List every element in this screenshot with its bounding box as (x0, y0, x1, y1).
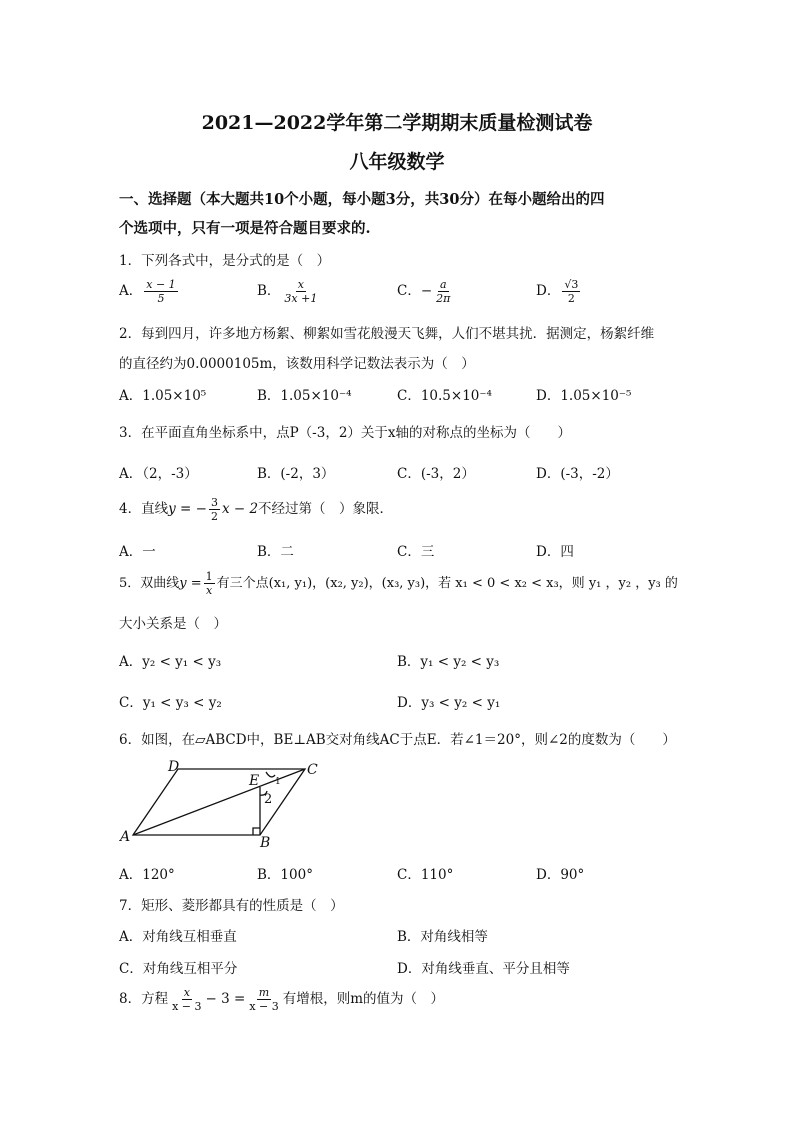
q3-option-a: A．（2，-3） (119, 466, 198, 482)
q5-option-c: C．y₁ < y₃ < y₂ (119, 695, 222, 711)
q2-option-b: B．1.05×10⁻⁴ (257, 388, 352, 404)
q1-a-label: A． (119, 283, 143, 299)
q4-frac-num: 3 (210, 496, 218, 509)
q7-stem: 7．矩形、菱形都具有的性质是（ ） (119, 898, 344, 914)
label-c: C (307, 762, 318, 778)
q1-a-den: 5 (157, 292, 165, 305)
label-d: D (168, 759, 180, 775)
q8-f1-num: x (183, 986, 190, 999)
q5-eq: y = (179, 576, 202, 591)
label-e: E (249, 773, 260, 789)
q1-b-num: x (297, 278, 304, 291)
q2-option-a: A．1.05×10⁵ (119, 388, 207, 404)
exam-subtitle: 八年级数学 (349, 151, 445, 173)
q8-f2-den: x − 3 (249, 1000, 279, 1013)
q2-option-d: D．1.05×10⁻⁵ (536, 388, 632, 404)
q5-option-b: B．y₁ < y₂ < y₃ (397, 654, 500, 670)
q7-option-b: B．对角线相等 (397, 929, 488, 945)
q3-option-c: C．(-3，2） (397, 466, 475, 482)
q1-option-d (536, 278, 582, 305)
q1-d-label: D． (536, 283, 561, 299)
label-angle-1: 1 (275, 777, 281, 787)
q1-stem: 1．下列各式中，是分式的是（ ） (119, 253, 331, 269)
q1-d-fraction (562, 278, 580, 305)
q6-option-b: B．100° (257, 867, 313, 883)
q8-f2-num: m (258, 986, 270, 999)
q4-option-b: B．二 (257, 544, 294, 560)
right-angle-mark (253, 828, 260, 835)
section-header-line2: 个选项中，只有一项是符合题目要求的. (119, 220, 371, 237)
q7-option-c: C．对角线互相平分 (119, 961, 238, 977)
q1-c-num: a (439, 278, 447, 291)
angle-1-arc (266, 772, 275, 777)
q4-stem (119, 496, 393, 523)
q8-pre: 8．方程 (119, 991, 169, 1007)
q4-fraction (209, 496, 220, 523)
q1-option-a (119, 278, 180, 305)
q5-frac-den: x (206, 584, 213, 597)
q1-c-den: 2π (436, 292, 451, 305)
q1-c-label: C． (397, 283, 421, 299)
q5-mid: 有三个点(x₁, y₁)，(x₂, y₂)，(x₃, y₃)，若 x₁ < 0 < x₂ < x₃，则 y₁ ，y₂ ，y₃ 的 (216, 576, 678, 591)
q8-f1-den: x − 3 (172, 1000, 202, 1013)
q5-stem-line1 (119, 570, 678, 597)
q3-stem: 3．在平面直角坐标系中，点P（-3，2）关于x轴的对称点的坐标为（ ） (119, 425, 572, 441)
q1-a-num: x − 1 (146, 278, 176, 291)
q7-option-d: D．对角线垂直、平分且相等 (397, 961, 570, 977)
q7-option-a: A．对角线互相垂直 (119, 929, 237, 945)
q1-option-c (397, 278, 454, 305)
q1-b-fraction (282, 278, 319, 305)
q1-d-den: 2 (567, 292, 575, 305)
q4-post: 不经过第（ ）象限． (258, 501, 394, 517)
q5-option-d: D．y₃ < y₂ < y₁ (397, 695, 501, 711)
q4-pre: 4．直线 (119, 501, 169, 517)
q4-option-c: C．三 (397, 544, 435, 560)
q1-c-fraction (434, 278, 452, 305)
q4-option-d: D．四 (536, 544, 574, 560)
q8-stem (119, 986, 444, 1013)
q4-option-a: A．一 (119, 544, 156, 560)
q8-fraction-2 (247, 986, 280, 1013)
q4-eq-right: x − 2 (221, 501, 259, 517)
q8-fraction-1 (170, 986, 203, 1013)
q1-b-den: 3x +1 (284, 292, 318, 305)
label-b: B (260, 835, 271, 850)
q4-frac-den: 2 (210, 510, 218, 523)
q6-option-a: A．120° (119, 867, 175, 883)
exam-title: 2021—2022学年第二学期期末质量检测试卷 (201, 112, 593, 134)
q5-frac-num: 1 (205, 570, 213, 583)
q1-c-sign: − (420, 283, 433, 299)
q1-option-b (257, 278, 321, 305)
q2-stem-line2: 的直径约为0.0000105m，该数用科学记数法表示为（ ） (119, 356, 475, 372)
q1-d-num: √3 (564, 278, 579, 291)
q1-b-label: B． (257, 283, 281, 299)
q3-option-b: B．(-2，3） (257, 466, 335, 482)
q6-option-c: C．110° (397, 867, 454, 883)
q2-stem-line1: 2．每到四月，许多地方杨絮、柳絮如雪花般漫天飞舞，人们不堪其扰．据测定，杨絮纤维 (119, 326, 655, 342)
q3-option-d: D．(-3，-2） (536, 466, 619, 482)
q5-fraction (204, 570, 215, 597)
q8-post: 有增根，则m的值为（ ） (282, 991, 445, 1007)
q1-a-fraction (144, 278, 177, 305)
label-angle-2: 2 (264, 792, 273, 807)
q6-option-d: D．90° (536, 867, 585, 883)
q6-stem: 6．如图，在▱ABCD中，BE⊥AB交对角线AC于点E．若∠1＝20°，则∠2的度数为（ ） (119, 732, 676, 748)
q2-option-c: C．10.5×10⁻⁴ (397, 388, 492, 404)
label-a: A (120, 829, 131, 845)
parallelogram-figure (115, 755, 335, 850)
q4-eq-left: y = − (168, 501, 207, 517)
q5-pre: 5．双曲线 (119, 576, 180, 591)
q5-stem-line2: 大小关系是（ ） (119, 616, 227, 632)
section-header-line1: 一、选择题（本大题共10个小题，每小题3分，共30分）在每小题给出的四 (119, 191, 605, 208)
q5-option-a: A．y₂ < y₁ < y₃ (119, 654, 222, 670)
q8-mid: − 3 = (205, 991, 246, 1007)
